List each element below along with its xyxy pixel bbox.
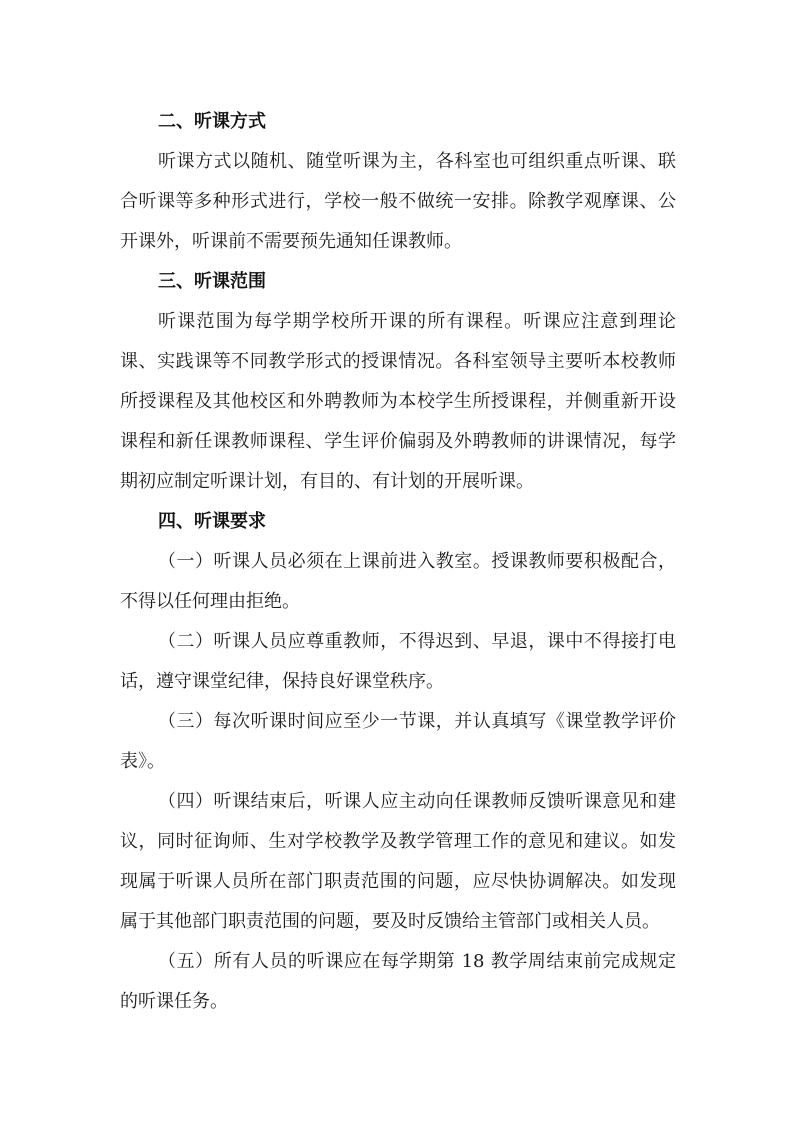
- paragraph: （五）所有人员的听课应在每学期第 18 教学周结束前完成规定的听课任务。: [120, 951, 676, 1012]
- section-heading: 四、听课要求: [158, 511, 266, 532]
- section-heading: 二、听课方式: [158, 111, 266, 132]
- document-body: [120, 102, 676, 1022]
- section-listening-method: [120, 102, 676, 262]
- section-listening-requirements: [120, 502, 676, 1022]
- paragraph: （三）每次听课时间应至少一节课，并认真填写《课堂教学评价表》。: [120, 711, 676, 772]
- section-heading: 三、听课范围: [158, 271, 266, 292]
- paragraph: （二）听课人员应尊重教师，不得迟到、早退，课中不得接打电话，遵守课堂纪律，保持良好课堂秩序。: [120, 631, 676, 692]
- section-listening-scope: [120, 262, 676, 502]
- paragraph: （一）听课人员必须在上课前进入教室。授课教师要积极配合，不得以任何理由拒绝。: [120, 551, 676, 612]
- paragraph: 听课范围为每学期学校所开课的所有课程。听课应注意到理论课、实践课等不同教学形式的授课情况。各科室领导主要听本校教师所授课程及其他校区和外聘教师为本校学生所授课程，并侧重新开设课程和新任课教师课程、学生评价偏弱及外聘教师的讲课情况，每学期初应制定听课计划，有目的、有计划的开展听课。: [120, 311, 676, 492]
- paragraph: （四）听课结束后，听课人应主动向任课教师反馈听课意见和建议，同时征询师、生对学校教学及教学管理工作的意见和建议。如发现属于听课人员所在部门职责范围的问题，应尽快协调解决。如发现属于其他部门职责范围的问题，要及时反馈给主管部门或相关人员。: [120, 791, 676, 932]
- paragraph: 听课方式以随机、随堂听课为主，各科室也可组织重点听课、联合听课等多种形式进行，学校一般不做统一安排。除教学观摩课、公开课外，听课前不需要预先通知任课教师。: [120, 151, 676, 252]
